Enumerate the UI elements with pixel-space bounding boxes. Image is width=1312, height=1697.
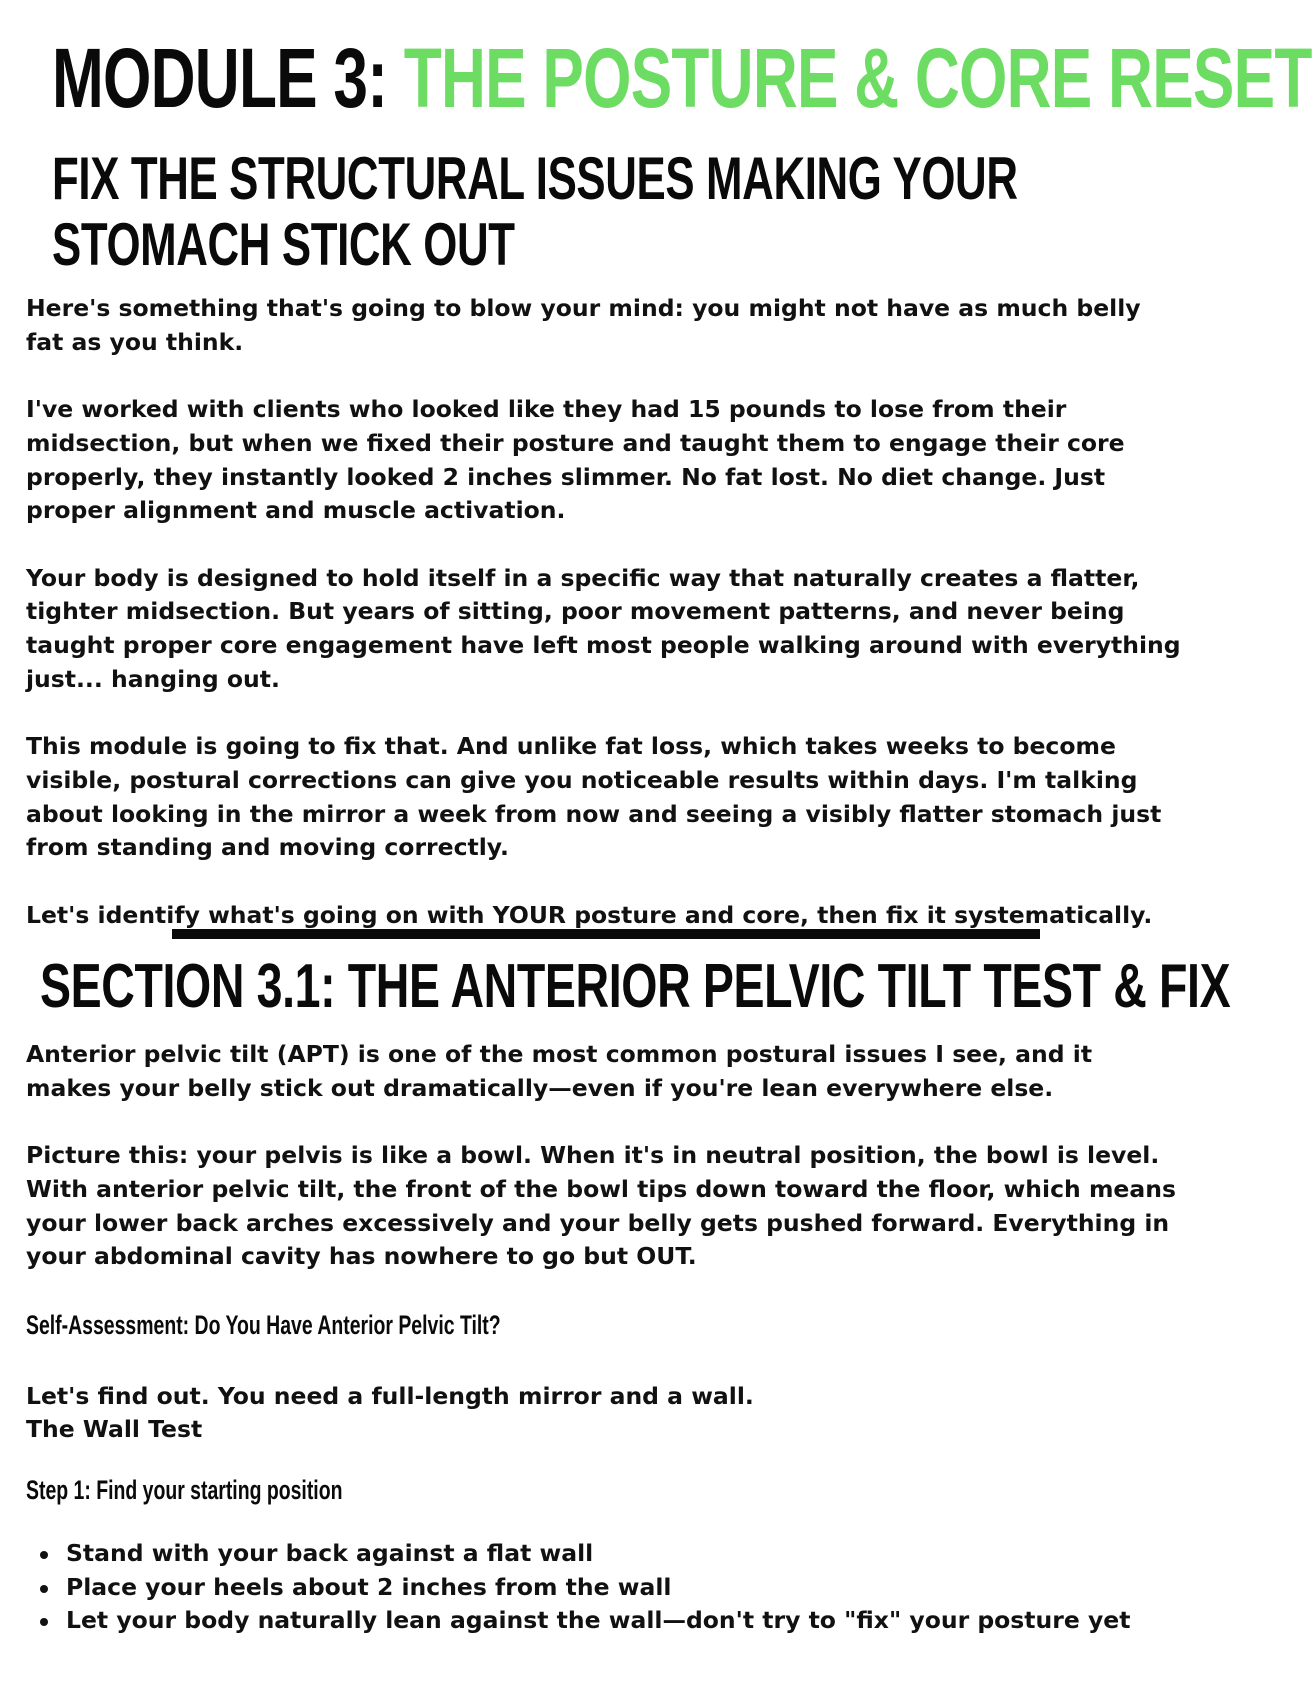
module-title-prefix: MODULE 3: [52,31,404,125]
list-item: Place your heels about 2 inches from the wall [66,1571,1181,1605]
intro-paragraph: Here's something that's going to blow your mind: you might not have as much belly fat as you think. [26,294,1141,356]
intro-paragraph: Let's identify what's going on with YOUR posture and core, then fix it systematically. [26,900,1153,929]
step1-heading: Step 1: Find your starting position [26,1475,343,1505]
step1-heading-wrap [26,1473,1181,1507]
self-assessment-heading: Self-Assessment: Do You Have Anterior Pelvic Tilt? [26,1309,501,1340]
step1-list [26,1537,1181,1638]
module-title-accent: THE POSTURE & CORE RESET [403,31,1312,125]
list-item: Let your body naturally lean against the wall—don't try to "fix" your posture yet [66,1604,1181,1638]
section-paragraph: Anterior pelvic tilt (APT) is one of the most common postural issues I see, and it makes your belly stick out dramatically—even if you're lean everywhere else. [26,1040,1093,1102]
find-out-line: Let's find out. You need a full-length mirror and a wall. [26,1381,754,1410]
section-title: SECTION 3.1: THE ANTERIOR PELVIC TILT TEST & FIX [40,952,1231,1021]
section-paragraph: Picture this: your pelvis is like a bowl. When it's in neutral position, the bowl is level. With anterior pelvic tilt, the front of the bowl tips down toward the floor, which means your lower back arches excessively and your belly gets pushed forward. Everything in your abdominal cavity has nowhere to go but OUT. [26,1141,1176,1271]
self-assessment-heading-wrap [26,1308,1181,1342]
section-divider [172,929,1040,939]
module-subtitle [52,146,1191,278]
intro-paragraph: This module is going to fix that. And unlike fat loss, which takes weeks to become visible, postural corrections can give you noticeable results within days. I'm talking about looking in the mirror a week from now and seeing a visibly flatter stomach just from standing and moving correctly. [26,732,1162,862]
section-body [26,1038,1181,1638]
wall-test-label: The Wall Test [26,1415,203,1444]
module-subtitle-text: FIX THE STRUCTURAL ISSUES MAKING YOUR STOMACH STICK OUT [52,145,1018,278]
intro-body [26,292,1181,966]
intro-paragraph: I've worked with clients who looked like they had 15 pounds to lose from their midsection, but when we fixed their posture and taught them to engage their core properly, they instantly looked 2 inches slimmer. No fat lost. No diet change. Just proper alignment and muscle activation. [26,395,1125,525]
intro-paragraph: Your body is designed to hold itself in a specific way that naturally creates a flatter, tighter midsection. But years of sitting, poor movement patterns, and never being taught proper core engagement have left most people walking around with everything just... hanging out. [26,563,1181,693]
list-item: Stand with your back against a flat wall [66,1537,1181,1571]
module-title [52,31,1312,125]
